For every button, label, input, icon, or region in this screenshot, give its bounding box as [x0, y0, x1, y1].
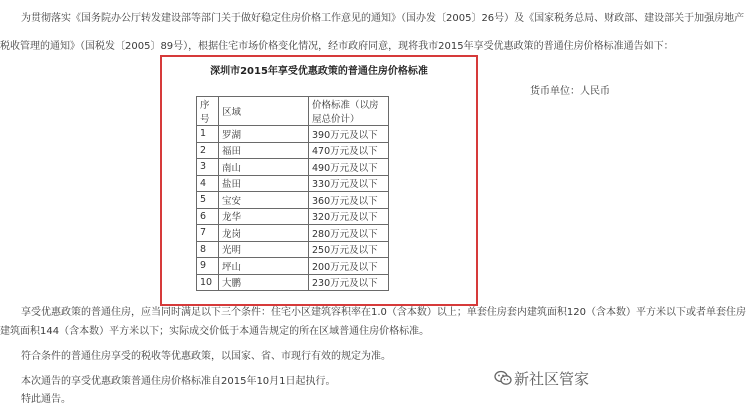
price-table-wrap — [196, 96, 389, 291]
cell-index: 10 — [197, 274, 219, 291]
cell-index: 7 — [197, 225, 219, 242]
cell-area: 盐田 — [219, 175, 309, 192]
cell-index: 9 — [197, 258, 219, 275]
cell-price: 320万元及以下 — [309, 208, 389, 225]
cell-index: 8 — [197, 241, 219, 258]
cell-price: 470万元及以下 — [309, 142, 389, 159]
cell-index: 2 — [197, 142, 219, 159]
table-title: 深圳市2015年享受优惠政策的普通住房价格标准 — [210, 66, 428, 77]
price-table — [196, 96, 389, 291]
header-cell-price: 价格标准（以房屋总价计） — [309, 97, 389, 126]
paragraph-conditions-line1: 享受优惠政策的普通住房，应当同时满足以下三个条件：住宅小区建筑容积率在1.0（含本数）以上；单套住房套内建筑面积120（含本数）平方米以下或者单套住房 — [21, 307, 746, 318]
table-row — [197, 142, 389, 159]
cell-area: 福田 — [219, 142, 309, 159]
cell-area: 龙华 — [219, 208, 309, 225]
cell-price: 490万元及以下 — [309, 159, 389, 176]
wechat-icon — [494, 369, 512, 387]
cell-index: 1 — [197, 126, 219, 143]
table-row — [197, 126, 389, 143]
cell-price: 250万元及以下 — [309, 241, 389, 258]
cell-index: 4 — [197, 175, 219, 192]
currency-unit: 货币单位：人民币 — [530, 86, 610, 97]
header-cell-area: 区域 — [219, 97, 309, 126]
cell-price: 390万元及以下 — [309, 126, 389, 143]
table-row — [197, 274, 389, 291]
cell-area: 宝安 — [219, 192, 309, 209]
cell-area: 罗湖 — [219, 126, 309, 143]
cell-index: 3 — [197, 159, 219, 176]
header-cell-index: 序号 — [197, 97, 219, 126]
table-row — [197, 258, 389, 275]
table-row — [197, 192, 389, 209]
table-row — [197, 241, 389, 258]
cell-price: 280万元及以下 — [309, 225, 389, 242]
paragraph-intro-line1: 为贯彻落实《国务院办公厅转发建设部等部门关于做好稳定住房价格工作意见的通知》（国办发〔2005〕26号）及《国家税务总局、财政部、建设部关于加强房地产 — [21, 13, 745, 24]
table-row — [197, 175, 389, 192]
paragraph-intro-line2: 税收管理的通知》（国税发〔2005〕89号），根据住宅市场价格变化情况，经市政府同意，现将我市2015年享受优惠政策的普通住房价格标准通告如下： — [0, 41, 674, 52]
table-header-row — [197, 97, 389, 126]
table-row — [197, 225, 389, 242]
cell-area: 坪山 — [219, 258, 309, 275]
cell-price: 230万元及以下 — [309, 274, 389, 291]
cell-area: 大鹏 — [219, 274, 309, 291]
paragraph-effective-date: 本次通告的享受优惠政策普通住房价格标准自2015年10月1日起执行。 — [21, 376, 336, 387]
paragraph-closing: 特此通告。 — [21, 394, 71, 405]
cell-index: 6 — [197, 208, 219, 225]
table-row — [197, 159, 389, 176]
cell-area: 龙岗 — [219, 225, 309, 242]
paragraph-conditions-line2: 建筑面积144（含本数）平方米以下；实际成交价低于本通告规定的所在区域普通住房价格标准。 — [0, 326, 430, 337]
paragraph-policy: 符合条件的普通住房享受的税收等优惠政策，以国家、省、市现行有效的规定为准。 — [21, 351, 391, 362]
cell-area: 南山 — [219, 159, 309, 176]
cell-price: 360万元及以下 — [309, 192, 389, 209]
cell-price: 200万元及以下 — [309, 258, 389, 275]
cell-area: 光明 — [219, 241, 309, 258]
cell-index: 5 — [197, 192, 219, 209]
table-row — [197, 208, 389, 225]
watermark-text: 新社区管家 — [514, 370, 590, 388]
cell-price: 330万元及以下 — [309, 175, 389, 192]
